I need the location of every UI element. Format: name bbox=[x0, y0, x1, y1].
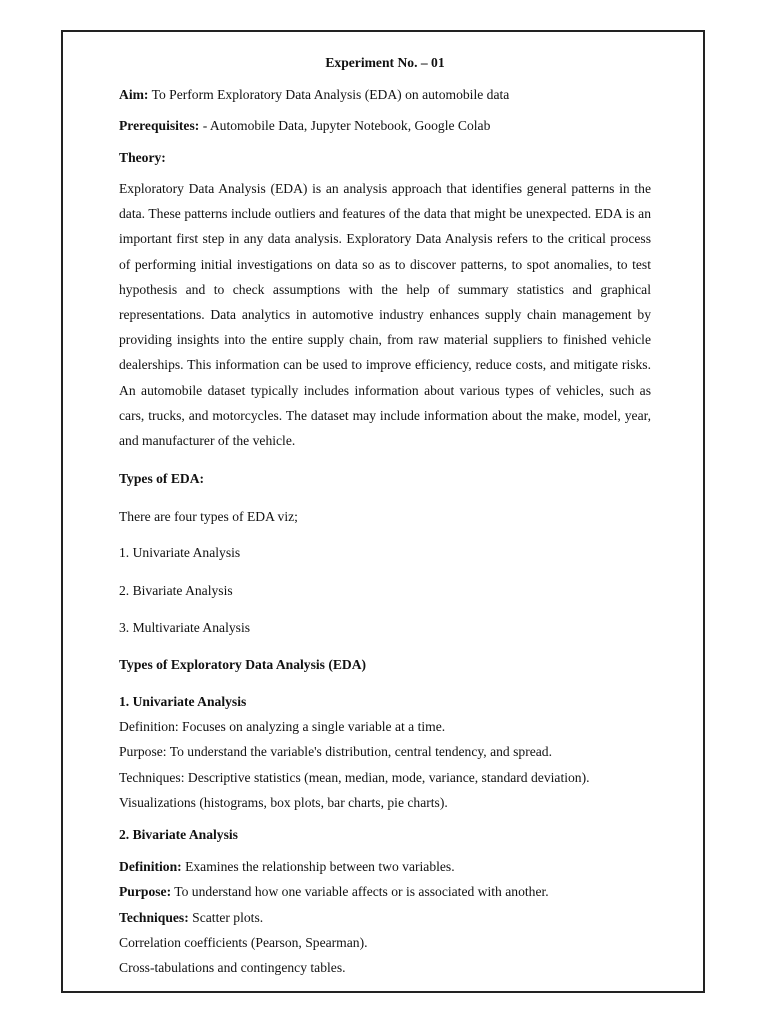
bivariate-correlation: Correlation coefficients (Pearson, Spearman). bbox=[119, 935, 368, 950]
types-intro: There are four types of EDA viz; bbox=[119, 509, 298, 524]
univariate-purpose: Purpose: To understand the variable's distribution, central tendency, and spread. bbox=[119, 744, 552, 759]
types-full-heading: Types of Exploratory Data Analysis (EDA) bbox=[119, 657, 367, 672]
document-title: Experiment No. – 01 bbox=[325, 55, 445, 70]
univariate-definition: Definition: Focuses on analyzing a single variable at a time. bbox=[119, 719, 446, 734]
theory-heading: Theory: bbox=[119, 150, 166, 165]
bivariate-purpose-text: To understand how one variable affects or is associated with another. bbox=[171, 884, 549, 899]
bivariate-heading: 2. Bivariate Analysis bbox=[119, 827, 238, 842]
list-item: 2. Bivariate Analysis bbox=[119, 583, 233, 598]
prerequisites-text: - Automobile Data, Jupyter Notebook, Google Colab bbox=[199, 118, 491, 133]
bivariate-definition-label: Definition: bbox=[119, 859, 182, 874]
bivariate-purpose-label: Purpose: bbox=[119, 884, 172, 899]
prerequisites-label: Prerequisites: bbox=[119, 118, 200, 133]
univariate-heading: 1. Univariate Analysis bbox=[119, 694, 247, 709]
bivariate-definition-text: Examines the relationship between two variables. bbox=[181, 859, 455, 874]
univariate-visualizations: Visualizations (histograms, box plots, bar charts, pie charts). bbox=[119, 795, 448, 810]
page-border bbox=[61, 30, 705, 993]
list-item: 3. Multivariate Analysis bbox=[119, 620, 251, 635]
bivariate-techniques-text: Scatter plots. bbox=[188, 910, 264, 925]
list-item: 1. Univariate Analysis bbox=[119, 545, 241, 560]
bivariate-definition bbox=[119, 858, 455, 876]
types-heading: Types of EDA: bbox=[119, 471, 205, 486]
bivariate-purpose bbox=[119, 883, 549, 901]
aim-line bbox=[119, 86, 509, 104]
theory-paragraph: Exploratory Data Analysis (EDA) is an analysis approach that identifies general patterns in the data. These patterns include outliers and features of the data that might be unexpected. EDA is an important first step in any data analysis. Exploratory Data Analysis refers to the critical process of performing initial investigations on data so as to discover patterns, to spot anomalies, to test hypothesis and to check assumptions with the help of summary statistics and graphical representations. Data analytics in automotive industry enhances supply chain management by providing insights into the entire supply chain, from raw material suppliers to finished vehicle dealerships. This information can be used to improve efficiency, reduce costs, and mitigate risks. An automobile dataset typically includes information about various types of vehicles, such as cars, trucks, and motorcycles. The dataset may include information about the make, model, year, and manufacturer of the vehicle. bbox=[119, 181, 651, 449]
univariate-techniques: Techniques: Descriptive statistics (mean, median, mode, variance, standard deviation). bbox=[119, 770, 590, 785]
aim-text: To Perform Exploratory Data Analysis (EDA) on automobile data bbox=[148, 87, 510, 102]
prerequisites-line bbox=[119, 117, 490, 135]
aim-label: Aim: bbox=[119, 87, 149, 102]
bivariate-techniques-label: Techniques: bbox=[119, 910, 189, 925]
bivariate-crosstab: Cross-tabulations and contingency tables. bbox=[119, 960, 346, 975]
bivariate-techniques bbox=[119, 909, 263, 927]
